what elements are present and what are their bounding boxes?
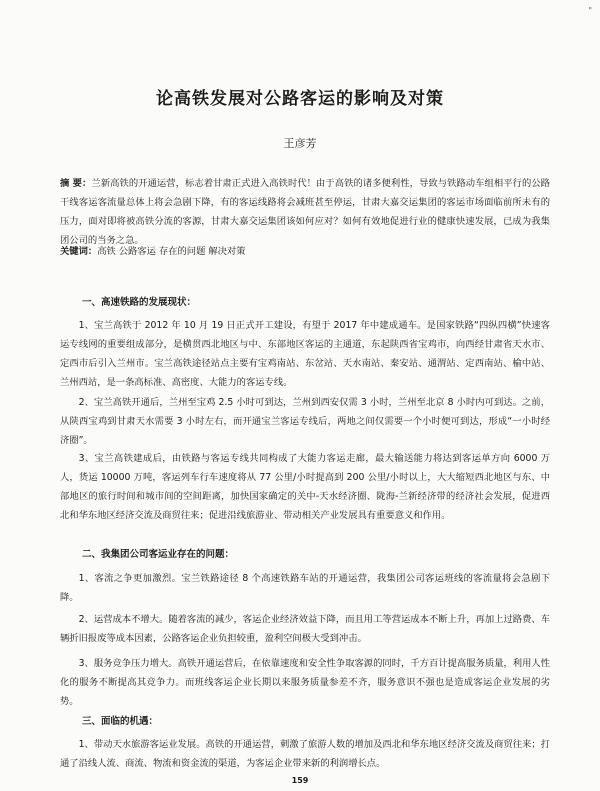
corner-mark: "	[588, 6, 592, 15]
section-heading-2: 二、我集团公司客运业存在的问题：	[82, 549, 235, 560]
paragraph: 3、宝兰高铁建成后，由铁路与客运专线共同构成了大能力客运走廊，最大输送能力将达到客运单方向 6000 万人，货运 10000 万吨，客运列车行车速度将从 77 公里/小时提高到 200 公里/小时以上，大大缩短西北地区与东、中部地区的旅行时间和城市间的空间距离，加快国家确定的关中-天水经济圈、陇海-兰新经济带的经济社会发展，促进西北和华东地区经济交流及商贸往来；促进沿线旅游业、带动相关产业发展具有重要意义和作用。	[60, 453, 550, 521]
paragraph: 2、运营成本不增大。随着客流的减少，客运企业经济效益下降，而且用工等营运成本不断上升，再加上过路费、车辆折旧报废等成本因素，公路客运企业负担较重，盈利空间极大受到冲击。	[60, 614, 550, 644]
paragraph: 1、宝兰高铁于 2012 年 10 月 19 日正式开工建设，有望于 2017 年中建成通车。是国家铁路“四纵四横”快速客运专线网的重要组成部分，是横贯西北地区与中、东部地区客运的主通道，东起陕西省宝鸡市，向西经甘肃省天水市、定西市后引入兰州市。宝兰高铁途径站点主要有宝鸡南站、东岔站、天水南站、秦安站、通渭站、定西南站、榆中站、兰州西站，是一条高标准、高密度、大能力的客运专线。	[60, 320, 550, 388]
author-name: 王彦芳	[283, 137, 317, 150]
abstract-text: 兰新高铁的开通运营，标志着甘肃正式进入高铁时代！由于高铁的诸多便利性，导致与铁路动车组相平行的公路干线客运客流量总体上将会急剧下降，有的客运线路将会减班甚至停运，甘肃大嘉交运集团的客运市场面临前所未有的压力，面对即将被高铁分流的客源，甘肃大嘉交运集团该如何应对？如何有效地促进行业的健康快速发展，已成为我集团公司的当务之急。	[60, 178, 550, 246]
page-number: 159	[291, 776, 309, 785]
section-heading-3: 三、面临的机遇：	[82, 716, 159, 727]
paragraph: 2、宝兰高铁开通后，兰州至宝鸡 2.5 小时可到达，兰州到西安仅需 3 小时，兰州至北京 8 小时内可到达。之前，从陕西宝鸡到甘肃天水需要 3 小时左右，而开通宝兰客运专线后，两地之间仅需要一个小时便可到达，形成“一小时经济圈”。	[60, 397, 550, 446]
abstract-label: 摘 要：	[60, 178, 92, 189]
abstract	[60, 174, 550, 250]
section-heading-1: 一、高速铁路的发展现状：	[82, 297, 197, 308]
paragraph: 1、带动天水旅游客运业发展。高铁的开通运营，刺激了旅游人数的增加及西北和华东地区经济交流及商贸往来；打通了沿线人流、商流、物流和资金流的渠道，为客运企业带来新的利润增长点。	[60, 739, 550, 769]
paragraph: 3、服务竞争压力增大。高铁开通运营后，在依靠速度和安全性争取客源的同时，千方百计提高服务质量，利用人性化的服务不断提高其竞争力。而班线客运企业长期以来服务质量参差不齐，服务意识不强也是造成客运企业发展的劣势。	[60, 658, 550, 707]
keywords	[60, 242, 550, 261]
paper-title: 论高铁发展对公路客运的影响及对策	[156, 89, 444, 109]
keywords-label: 关键词：	[60, 246, 98, 257]
keywords-text: 高铁 公路客运 存在的问题 解决对策	[97, 246, 246, 257]
paragraph: 1、客流之争更加激烈。宝兰铁路途径 8 个高速铁路车站的开通运营，我集团公司客运班线的客流量将会急剧下降。	[60, 573, 550, 603]
